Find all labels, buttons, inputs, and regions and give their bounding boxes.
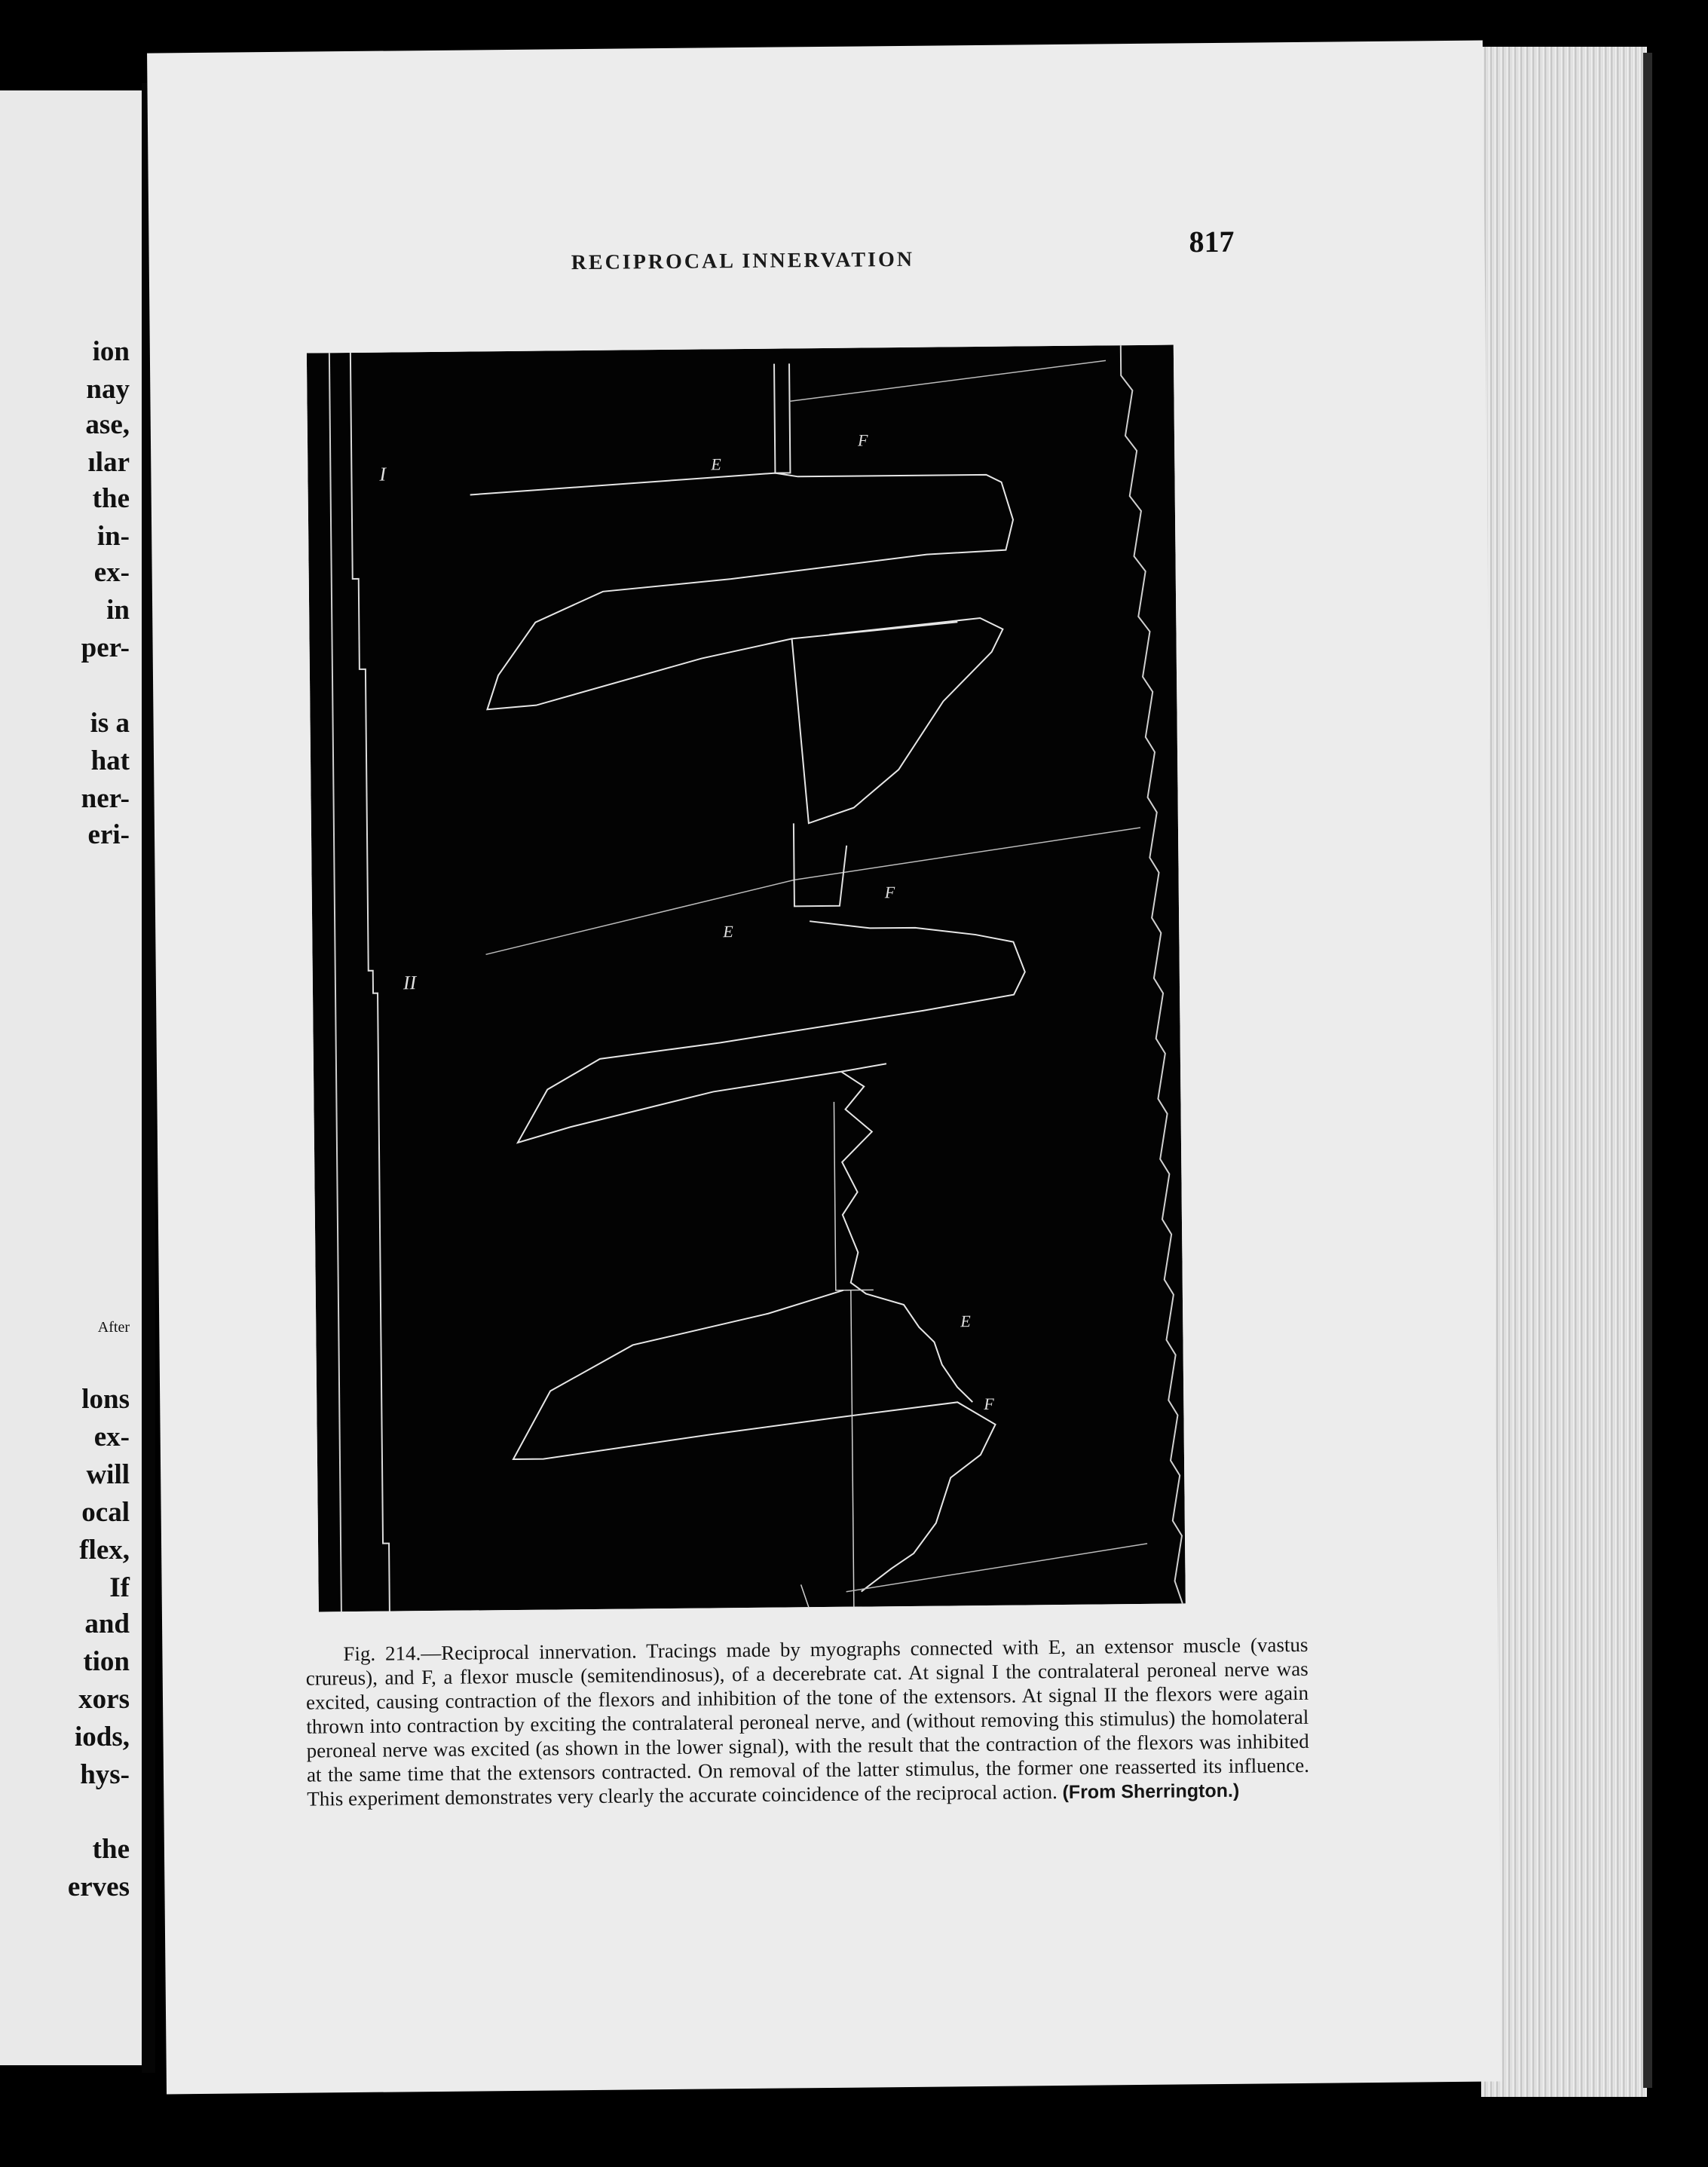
facing-page-line: ase, [85, 409, 130, 440]
caption-source: (From Sherrington.) [1062, 1780, 1240, 1804]
facing-page-line: the [92, 483, 130, 514]
facing-page-line: lons [81, 1384, 130, 1415]
facing-page-line: After [97, 1319, 130, 1336]
flexor-label-2: F [884, 883, 895, 902]
caption-text: Fig. 214.—Reciprocal innervation. Tracings made by myographs connected with E, an extensor muscle (vastus crureus), and F, a flexor muscle (semitendinosus), of a decerebrate cat. At signal I the contralateral peroneal nerve was excited, causing contraction of the flexors and inhibition of the tone of the extensors. At signal II the flexors were again thrown into contraction by exciting the contralateral peroneal nerve, and (without removing this stimulus) the homolateral peroneal nerve was excited (as shown in the lower signal), with the result that the contraction of the flexors was inhibited at the same time that the extensors contracted. On removal of the latter stimulus, the former one reasserted its influence. This experiment demonstrates very clearly the accurate coincidence of the reciprocal action. [305, 1633, 1310, 1810]
facing-page-line: and [84, 1608, 130, 1639]
facing-page-line: nay [86, 374, 130, 405]
facing-page-line: in- [96, 521, 130, 552]
facing-page-line: will [86, 1459, 130, 1490]
facing-page-line: If [109, 1572, 130, 1603]
figure-caption [305, 1633, 1309, 1812]
signal-label-1: I [379, 463, 387, 485]
facing-page-line: eri- [87, 819, 130, 850]
figure-background [307, 345, 1186, 1612]
extensor-label-3: E [960, 1312, 971, 1331]
facing-page-line: iods, [74, 1722, 130, 1752]
facing-page-line: tion [83, 1646, 130, 1677]
myograph-figure [307, 345, 1186, 1612]
facing-page-line: in [106, 595, 130, 626]
running-head: RECIPROCAL INNERVATION [571, 247, 915, 275]
facing-page-line: xors [78, 1684, 130, 1715]
book-page [147, 41, 1502, 2095]
facing-page-line: ner- [81, 783, 130, 814]
facing-page-line: hat [90, 745, 130, 776]
extensor-label-2: E [723, 922, 733, 941]
facing-page-line: ocal [81, 1497, 130, 1528]
facing-page-line: erves [67, 1872, 130, 1902]
page-edges [1481, 47, 1647, 2097]
flexor-label-1: F [857, 430, 868, 450]
facing-page-line: hys- [80, 1759, 130, 1790]
myograph-tracing [307, 345, 1186, 1612]
facing-page-line: ex- [93, 557, 130, 588]
page-number: 817 [1189, 224, 1235, 259]
book-cover-edge [1643, 53, 1652, 2088]
facing-page-line: per- [81, 632, 130, 663]
facing-page-line: is a [90, 708, 130, 739]
extensor-label-1: E [711, 455, 721, 474]
facing-page-line: flex, [79, 1535, 130, 1566]
facing-page-line: ion [92, 336, 130, 367]
facing-page-line: ex- [93, 1422, 130, 1452]
facing-page [0, 90, 143, 2065]
facing-page-line: the [92, 1834, 130, 1865]
signal-label-2: II [403, 972, 417, 994]
facing-page-line: ılar [87, 447, 130, 478]
flexor-label-3: F [984, 1394, 994, 1413]
